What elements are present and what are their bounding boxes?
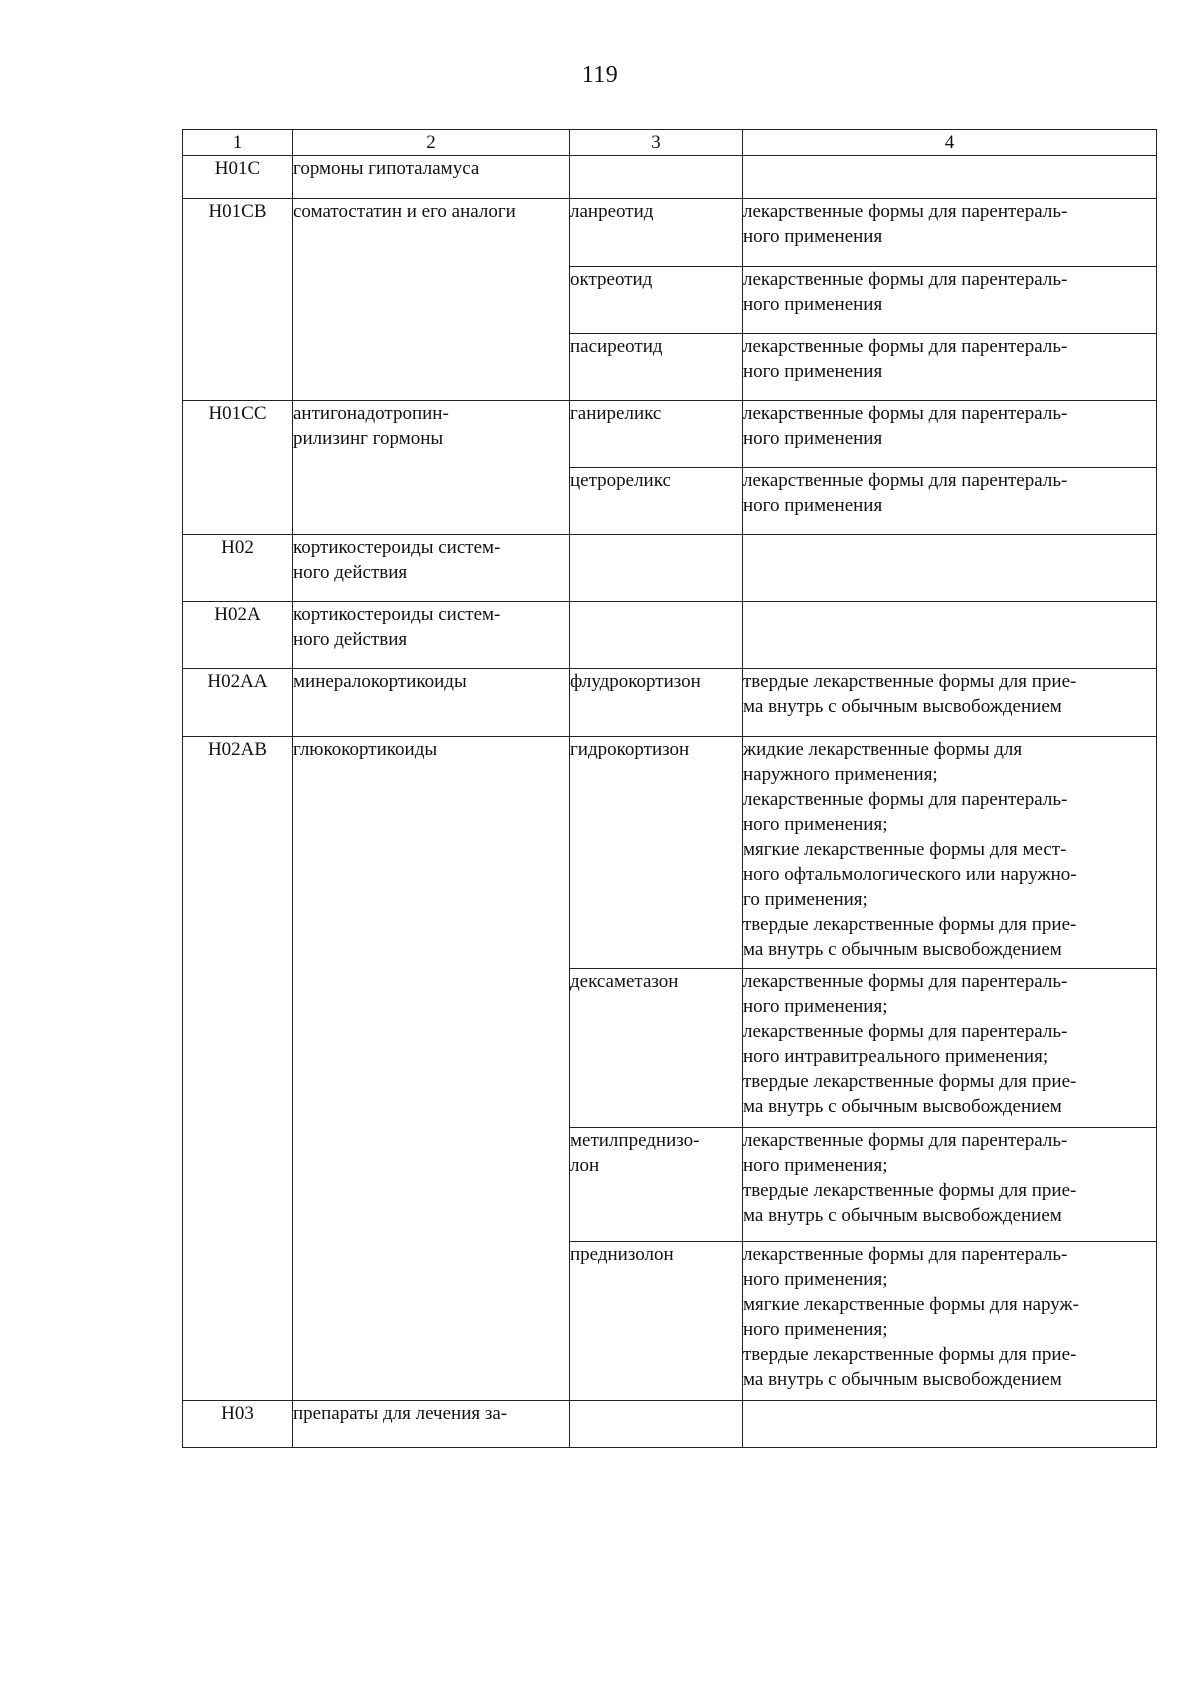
dosage-form-line: твердые лекарственные формы для прие- <box>743 1180 1077 1201</box>
drug-name-cell <box>570 1401 743 1448</box>
drug-name-cell: гидрокортизон <box>570 737 743 969</box>
dosage-form-line: ного применения <box>743 294 883 315</box>
group-name-cell: глюкокортикоиды <box>293 737 570 1401</box>
dosage-form-line: лекарственные формы для парентераль- <box>743 971 1068 992</box>
drug-name-cell: дексаметазон <box>570 969 743 1128</box>
dosage-forms-cell <box>743 1242 1157 1401</box>
dosage-form-line: ного применения <box>743 428 883 449</box>
header-cell-1: 1 <box>183 130 293 156</box>
dosage-form-line: ного интравитреального применения; <box>743 1046 1049 1067</box>
drug-table <box>182 129 1157 1448</box>
drug-name-cell: флудрокортизон <box>570 669 743 737</box>
dosage-form-line: ма внутрь с обычным высвобождением <box>743 696 1062 717</box>
dosage-form-line: го применения; <box>743 889 868 910</box>
dosage-form-line: твердые лекарственные формы для прие- <box>743 1071 1077 1092</box>
dosage-form-line: лекарственные формы для парентераль- <box>743 1130 1068 1151</box>
dosage-forms-cell <box>743 969 1157 1128</box>
dosage-form-line: лекарственные формы для парентераль- <box>743 1021 1068 1042</box>
dosage-form-line: наружного применения; <box>743 764 938 785</box>
page-number: 119 <box>581 62 619 88</box>
dosage-form-line: ного применения; <box>743 814 888 835</box>
drug-name-cell: ганиреликс <box>570 401 743 468</box>
table-row <box>183 1401 1157 1448</box>
dosage-forms-cell <box>743 602 1157 669</box>
drug-name-cell: октреотид <box>570 267 743 334</box>
dosage-form-line: мягкие лекарственные формы для мест- <box>743 839 1067 860</box>
dosage-form-line: ного применения; <box>743 1269 888 1290</box>
atc-code-cell: H02AA <box>183 669 293 737</box>
atc-code-cell: H01CC <box>183 401 293 535</box>
table-row <box>183 401 1157 468</box>
dosage-form-line: ма внутрь с обычным высвобождением <box>743 939 1062 960</box>
dosage-forms-cell <box>743 267 1157 334</box>
dosage-form-line: лекарственные формы для парентераль- <box>743 269 1068 290</box>
dosage-form-line: ма внутрь с обычным высвобождением <box>743 1205 1062 1226</box>
header-cell-4: 4 <box>743 130 1157 156</box>
dosage-form-line: лекарственные формы для парентераль- <box>743 789 1068 810</box>
dosage-forms-cell <box>743 334 1157 401</box>
group-name-cell: кортикостероиды систем- ного действия <box>293 535 570 602</box>
dosage-form-line: ного применения <box>743 495 883 516</box>
drug-name-cell: метилпреднизо- лон <box>570 1128 743 1242</box>
dosage-forms-cell <box>743 669 1157 737</box>
dosage-form-line: ма внутрь с обычным высвобождением <box>743 1096 1062 1117</box>
group-name-cell: препараты для лечения за- <box>293 1401 570 1448</box>
drug-name-cell <box>570 156 743 199</box>
dosage-forms-cell <box>743 535 1157 602</box>
header-cell-3: 3 <box>570 130 743 156</box>
group-name-cell: кортикостероиды систем- ного действия <box>293 602 570 669</box>
table-body <box>183 130 1157 1448</box>
dosage-form-line: жидкие лекарственные формы для <box>743 739 1023 760</box>
group-name-cell: минералокортикоиды <box>293 669 570 737</box>
drug-name-cell <box>570 535 743 602</box>
dosage-form-line: ма внутрь с обычным высвобождением <box>743 1369 1062 1390</box>
atc-code-cell: H01C <box>183 156 293 199</box>
dosage-forms-cell <box>743 156 1157 199</box>
dosage-form-line: ного применения <box>743 361 883 382</box>
table-row <box>183 602 1157 669</box>
dosage-form-line: лекарственные формы для парентераль- <box>743 201 1068 222</box>
atc-code-cell: H02A <box>183 602 293 669</box>
dosage-form-line: мягкие лекарственные формы для наруж- <box>743 1294 1079 1315</box>
atc-code-cell: H03 <box>183 1401 293 1448</box>
drug-name-cell: преднизолон <box>570 1242 743 1401</box>
dosage-forms-cell <box>743 737 1157 969</box>
dosage-form-line: ного применения; <box>743 1319 888 1340</box>
atc-code-cell: H01CB <box>183 199 293 401</box>
drug-name-cell <box>570 602 743 669</box>
dosage-form-line: лекарственные формы для парентераль- <box>743 336 1068 357</box>
dosage-form-line: ного офтальмологического или наружно- <box>743 864 1077 885</box>
header-cell-2: 2 <box>293 130 570 156</box>
group-name-cell: соматостатин и его аналоги <box>293 199 570 401</box>
dosage-form-line: твердые лекарственные формы для прие- <box>743 671 1077 692</box>
dosage-form-line: лекарственные формы для парентераль- <box>743 470 1068 491</box>
table-header-row <box>183 130 1157 156</box>
dosage-form-line: лекарственные формы для парентераль- <box>743 1244 1068 1265</box>
table-row <box>183 199 1157 267</box>
dosage-form-line: лекарственные формы для парентераль- <box>743 403 1068 424</box>
dosage-forms-cell <box>743 199 1157 267</box>
drug-name-cell: пасиреотид <box>570 334 743 401</box>
dosage-form-line: ного применения; <box>743 1155 888 1176</box>
dosage-form-line: ного применения <box>743 226 883 247</box>
table-row <box>183 737 1157 969</box>
dosage-form-line: твердые лекарственные формы для прие- <box>743 914 1077 935</box>
dosage-forms-cell <box>743 1128 1157 1242</box>
group-name-cell: гормоны гипоталамуса <box>293 156 570 199</box>
atc-code-cell: H02AB <box>183 737 293 1401</box>
table-row <box>183 669 1157 737</box>
drug-name-cell: цетрореликс <box>570 468 743 535</box>
drug-name-cell: ланреотид <box>570 199 743 267</box>
group-name-cell: антигонадотропин- рилизинг гормоны <box>293 401 570 535</box>
atc-code-cell: H02 <box>183 535 293 602</box>
dosage-forms-cell <box>743 401 1157 468</box>
dosage-form-line: твердые лекарственные формы для прие- <box>743 1344 1077 1365</box>
dosage-form-line: ного применения; <box>743 996 888 1017</box>
table-row <box>183 156 1157 199</box>
dosage-forms-cell <box>743 468 1157 535</box>
table-row <box>183 535 1157 602</box>
dosage-forms-cell <box>743 1401 1157 1448</box>
